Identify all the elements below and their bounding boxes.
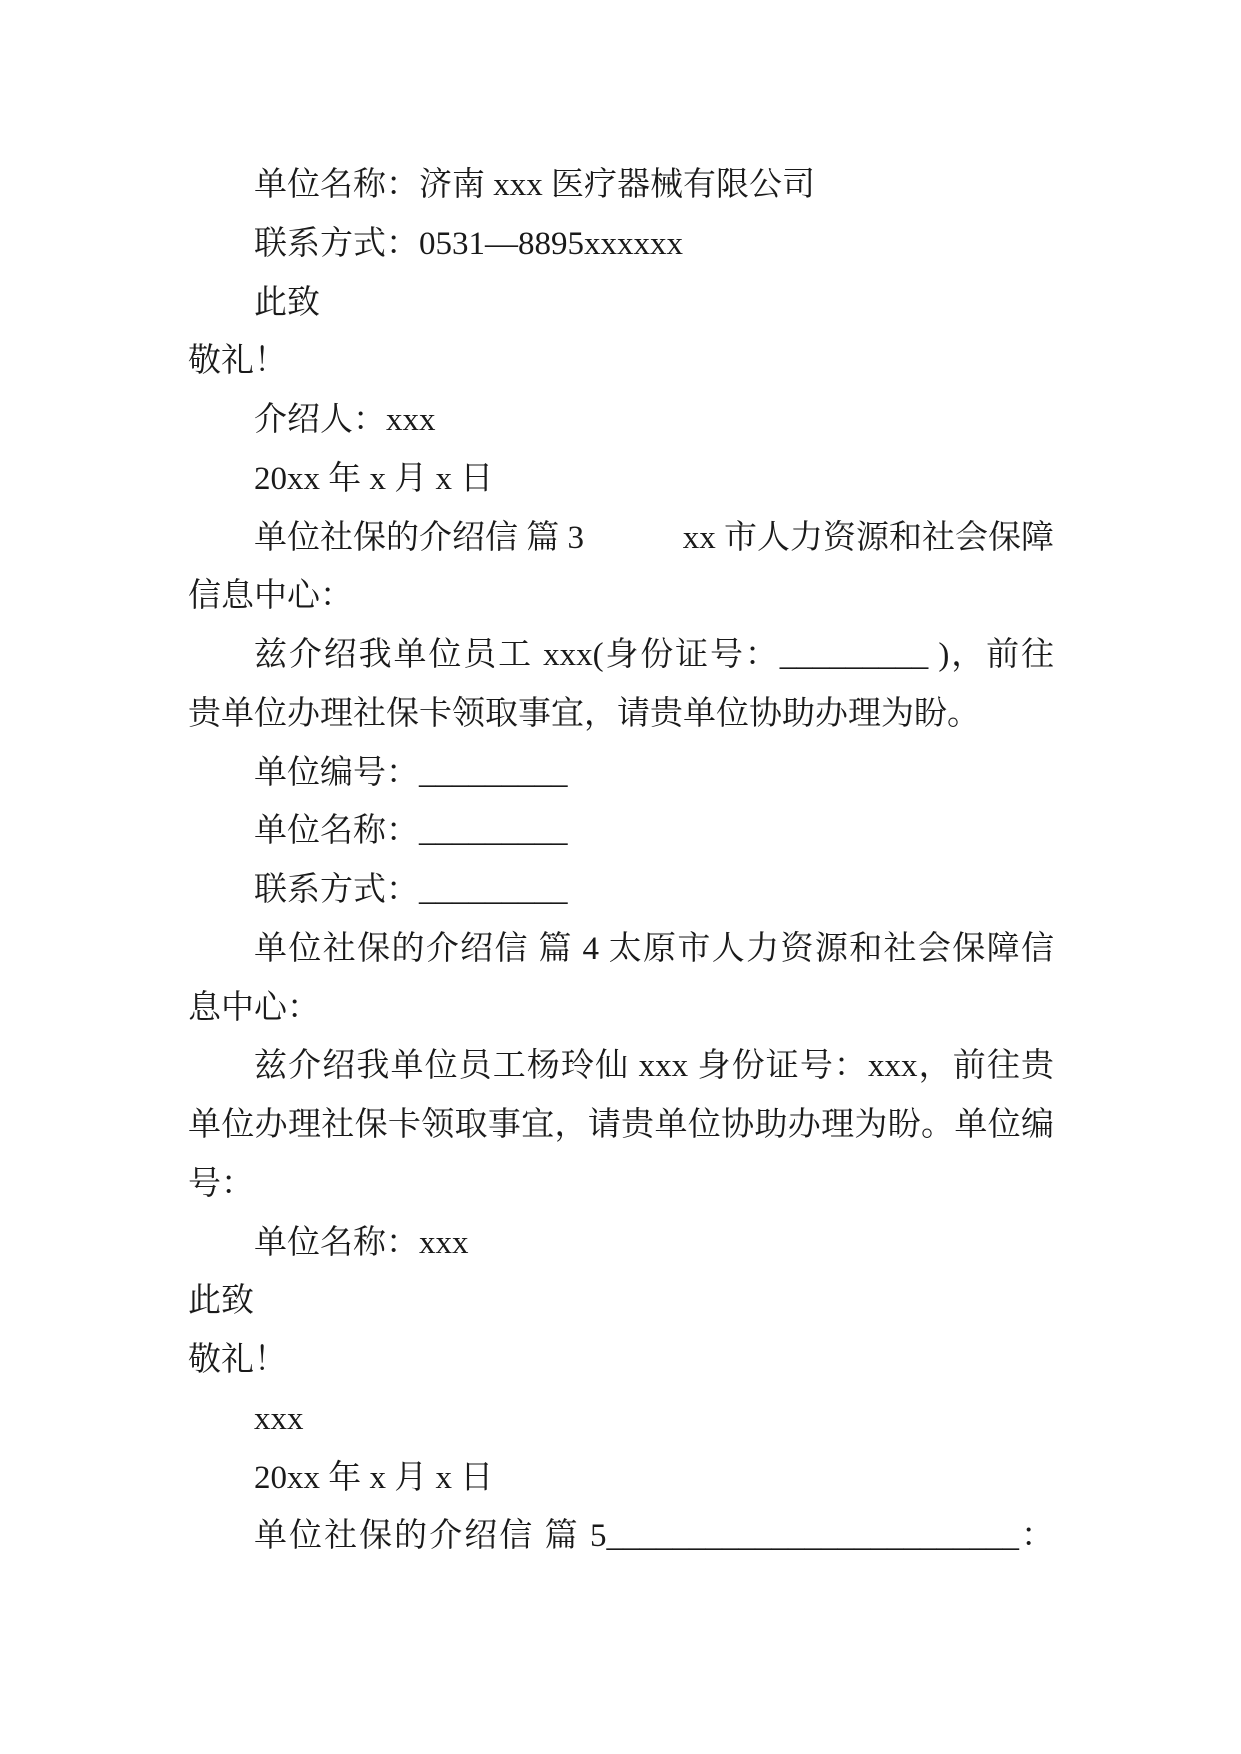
prev-letter-contact: 联系方式：0531—8895xxxxxx: [254, 225, 683, 262]
letter-4-recipient-line-1: 太原市人力资源和社会保障信: [608, 930, 1054, 967]
letter-4-salutation: 敬礼！: [188, 1342, 287, 1378]
letter-4-title: 单位社保的介绍信 篇 4: [254, 930, 600, 967]
letter-3-recipient-line-2: 信息中心：: [188, 578, 353, 615]
letter-4-signature: xxx: [254, 1400, 304, 1437]
letter-4-unit-name: 单位名称：xxx: [254, 1224, 469, 1261]
letter-5-heading-line: [188, 1507, 1054, 1566]
letter-3-body-line-1: 兹介绍我单位员工 xxx(身份证号：_________ )，前往: [254, 637, 1054, 673]
letter-4-closing: 此致: [188, 1283, 254, 1320]
letter-5-recipient-blank: _________________________：: [606, 1518, 1054, 1555]
prev-letter-closing: 此致: [254, 284, 320, 321]
letter-4-date: 20xx 年 x 月 x 日: [254, 1459, 494, 1496]
letter-3-title: 单位社保的介绍信 篇 3: [254, 519, 584, 556]
letter-5-title: 单位社保的介绍信 篇 5: [254, 1518, 607, 1555]
prev-letter-unit-name: 单位名称：济南 xxx 医疗器械有限公司: [254, 167, 815, 203]
letter-3-unit-name: 单位名称：_________: [254, 813, 568, 850]
letter-4-body-line-1: 兹介绍我单位员工杨玲仙 xxx 身份证号：xxx，前往贵: [254, 1048, 1054, 1085]
prev-letter-date: 20xx 年 x 月 x 日: [254, 460, 494, 497]
letter-3-body-line-2: 贵单位办理社保卡领取事宜，请贵单位协助办理为盼。: [188, 695, 980, 732]
letter-3-heading-line: [188, 509, 1054, 568]
letter-4-body-line-3: 号：: [188, 1165, 254, 1202]
letter-3-recipient-line-1: xx 市人力资源和社会保障: [682, 519, 1054, 556]
document-body: [188, 156, 1054, 1566]
prev-letter-salutation: 敬礼！: [188, 343, 287, 380]
letter-4-heading-line: [188, 920, 1054, 979]
letter-3-unit-number: 单位编号：_________: [254, 754, 568, 791]
letter-4-body-line-2: 单位办理社保卡领取事宜，请贵单位协助办理为盼。单位编: [188, 1107, 1054, 1143]
letter-4-recipient-line-2: 息中心：: [188, 989, 320, 1026]
letter-3-contact: 联系方式：_________: [254, 872, 568, 908]
prev-letter-introducer: 介绍人：xxx: [254, 402, 436, 438]
